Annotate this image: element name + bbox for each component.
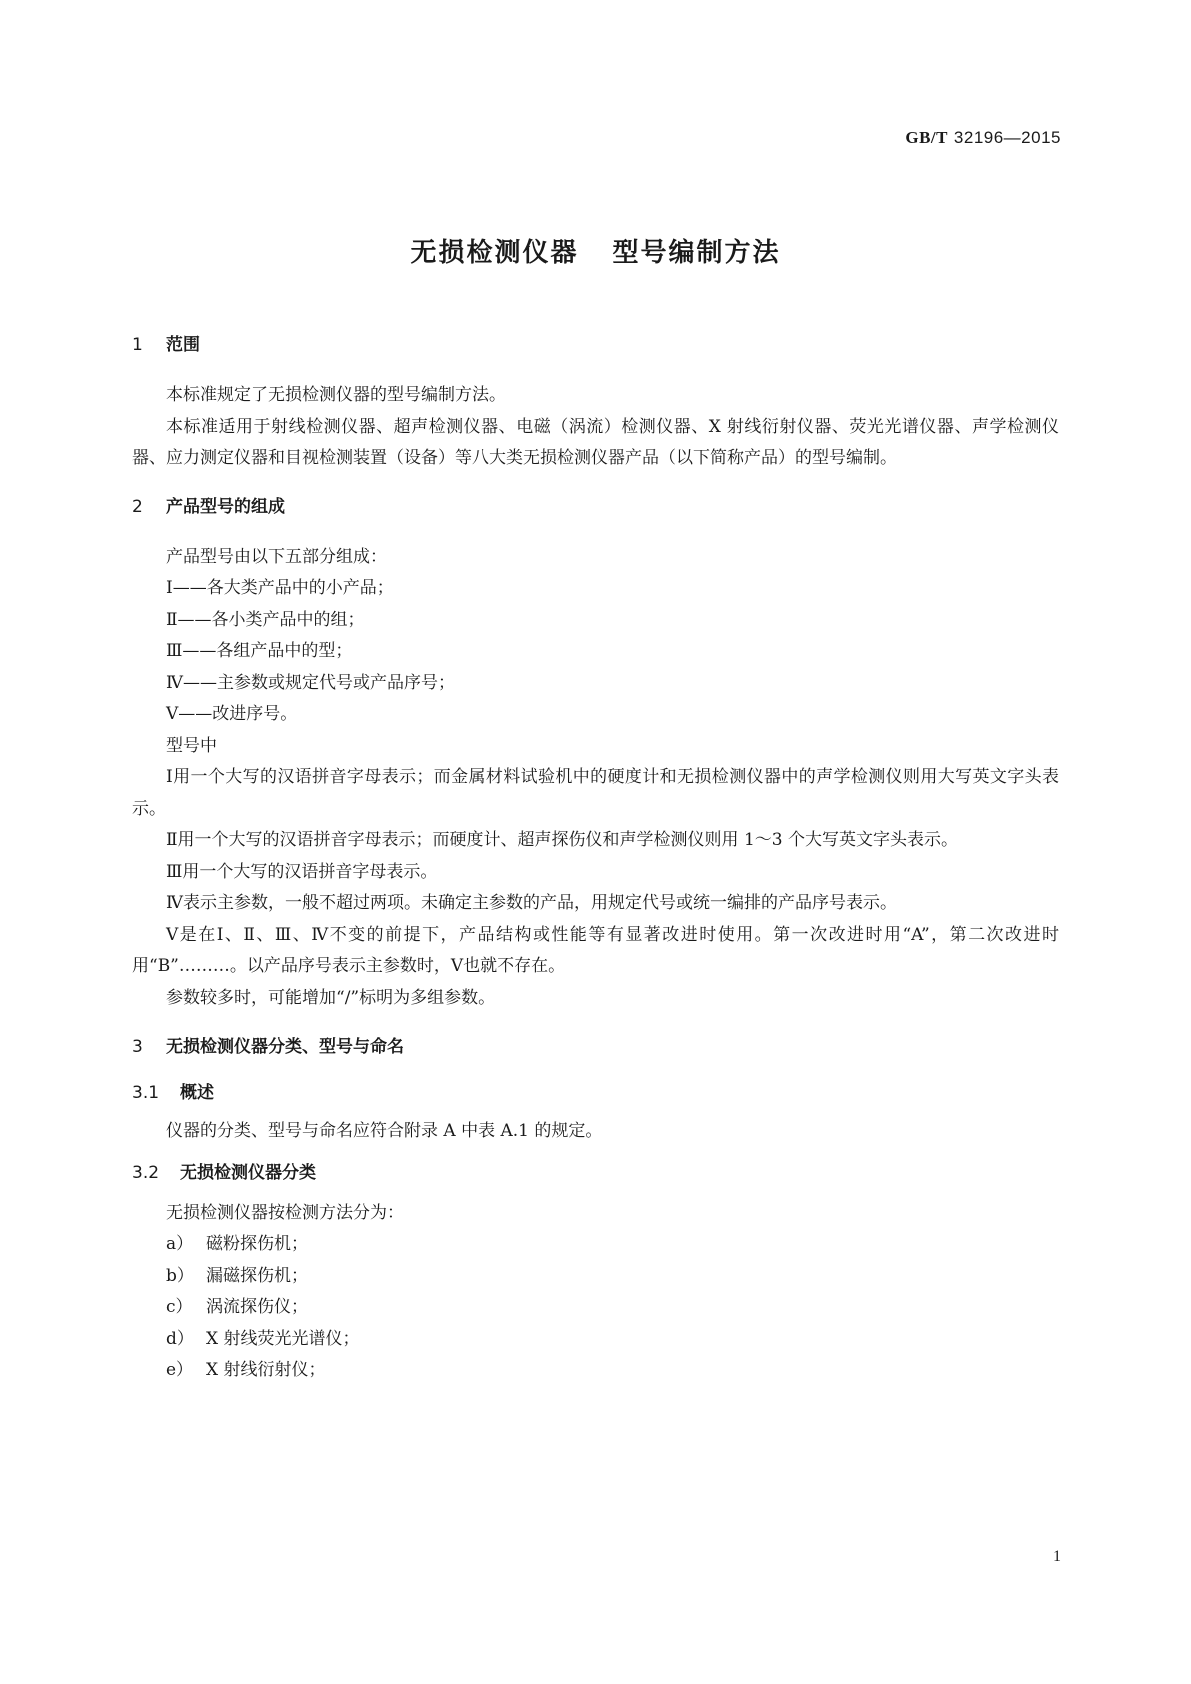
section-number: 2 xyxy=(132,496,143,517)
paragraph: Ⅴ是在Ⅰ、Ⅱ、Ⅲ、Ⅳ不变的前提下，产品结构或性能等有显著改进时使用。第一次改进时用“A”，第二次改进时用“B”………。以产品序号表示主参数时，Ⅴ也就不存在。 xyxy=(132,924,1059,976)
list-label: c） xyxy=(166,1297,193,1317)
list-text: X 射线衍射仪； xyxy=(206,1360,326,1380)
list-item xyxy=(132,1261,1059,1293)
list-label: a） xyxy=(166,1234,194,1254)
paragraph: 参数较多时，可能增加“/”标明为多组参数。 xyxy=(166,987,496,1008)
subsection-title: 无损检测仪器分类 xyxy=(180,1162,316,1183)
section-3-heading xyxy=(132,1034,1059,1060)
part-item: Ⅴ——改进序号。 xyxy=(166,704,298,724)
standard-code xyxy=(905,128,1061,148)
title-part-1: 无损检测仪器 xyxy=(410,238,579,268)
subsection-3-1-heading xyxy=(132,1080,1059,1106)
list-item xyxy=(132,1229,1059,1261)
part-item: Ⅲ——各组产品中的型； xyxy=(166,641,353,661)
part-item: Ⅰ——各大类产品中的小产品； xyxy=(166,578,394,598)
section-title: 无损检测仪器分类、型号与命名 xyxy=(166,1037,404,1057)
page-number: 1 xyxy=(1053,1548,1061,1565)
title-part-2: 型号编制方法 xyxy=(612,238,781,268)
section-title: 产品型号的组成 xyxy=(166,496,285,517)
section-1-heading xyxy=(132,332,1059,358)
list-text: 漏磁探伤机； xyxy=(206,1265,308,1286)
list-label: e） xyxy=(166,1360,194,1380)
paragraph: Ⅲ用一个大写的汉语拼音字母表示。 xyxy=(166,861,438,882)
section-2-heading xyxy=(132,494,1059,520)
paragraph: 本标准规定了无损检测仪器的型号编制方法。 xyxy=(166,385,506,405)
part-item: Ⅱ——各小类产品中的组； xyxy=(166,609,365,630)
standard-number: 32196—2015 xyxy=(953,128,1061,147)
list-text: 涡流探伤仪； xyxy=(206,1297,308,1317)
list-item xyxy=(132,1292,1059,1324)
paragraph: Ⅰ用一个大写的汉语拼音字母表示；而金属材料试验机中的硬度计和无损检测仪器中的声学检测仪则用大写英文字头表示。 xyxy=(132,767,1059,819)
paragraph: 本标准适用于射线检测仪器、超声检测仪器、电磁（涡流）检测仪器、X 射线衍射仪器、荧光光谱仪器、声学检测仪器、应力测定仪器和目视检测装置（设备）等八大类无损检测仪器产品（以下简称产品）的型号编制。 xyxy=(132,416,1059,468)
list-text: 磁粉探伤机； xyxy=(206,1234,308,1254)
list-text: X 射线荧光光谱仪； xyxy=(206,1328,360,1349)
list-label: b） xyxy=(166,1265,194,1286)
standard-prefix: GB/T xyxy=(905,128,948,147)
part-item: Ⅳ——主参数或规定代号或产品序号； xyxy=(166,672,455,693)
list-item xyxy=(132,1324,1059,1356)
paragraph: Ⅱ用一个大写的汉语拼音字母表示；而硬度计、超声探伤仪和声学检测仪则用 1～3 个大写英文字头表示。 xyxy=(166,830,958,850)
paragraph: 型号中 xyxy=(166,735,217,756)
section-title: 范围 xyxy=(166,335,200,355)
section-number: 3 xyxy=(132,1037,143,1057)
subsection-number: 3.2 xyxy=(132,1162,160,1183)
paragraph: 产品型号由以下五部分组成： xyxy=(166,546,387,567)
subsection-number: 3.1 xyxy=(132,1083,160,1103)
section-number: 1 xyxy=(132,335,143,355)
list-item xyxy=(132,1355,1059,1387)
paragraph: Ⅳ表示主参数，一般不超过两项。未确定主参数的产品，用规定代号或统一编排的产品序号表示。 xyxy=(166,893,897,913)
document-body xyxy=(132,332,1059,1387)
subsection-title: 概述 xyxy=(180,1083,214,1103)
document-title xyxy=(0,232,1191,269)
list-label: d） xyxy=(166,1328,194,1349)
paragraph: 无损检测仪器按检测方法分为： xyxy=(166,1202,404,1223)
paragraph: 仪器的分类、型号与命名应符合附录 A 中表 A.1 的规定。 xyxy=(166,1121,603,1141)
subsection-3-2-heading xyxy=(132,1160,1059,1186)
